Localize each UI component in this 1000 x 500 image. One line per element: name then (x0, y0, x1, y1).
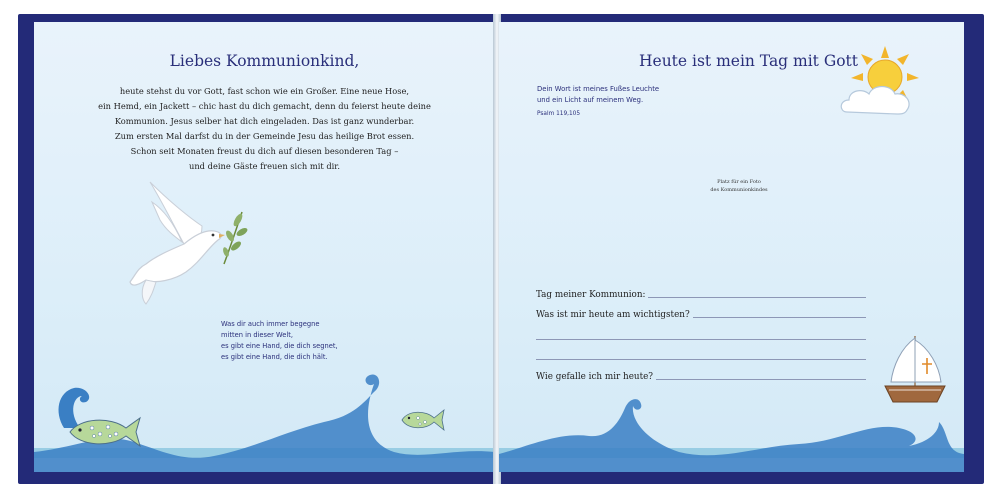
intro-line: ein Hemd, ein Jackett – chic hast du dich gemacht, denn du feierst heute deine (98, 101, 431, 111)
verse-line: Dein Wort ist meines Fußes Leuchte (537, 85, 660, 93)
fish-icon (398, 406, 448, 434)
intro-line: und deine Gäste freuen sich mit dir. (189, 161, 340, 171)
poem (221, 319, 338, 363)
intro-line: Zum ersten Mal darfst du in der Gemeinde Jesu das heilige Brot essen. (114, 131, 415, 141)
communion-date-line[interactable] (648, 296, 866, 298)
most-important-line[interactable] (693, 316, 866, 318)
photo-placeholder-line: des Kommunionkindes (710, 187, 768, 193)
bible-verse (537, 84, 659, 120)
olive-branch-icon (220, 208, 250, 268)
left-page-title: Liebes Kommunionkind, (169, 52, 360, 70)
verse-line: und ein Licht auf meinem Weg. (537, 96, 644, 104)
intro-line: Kommunion. Jesus selber hat dich eingeladen. Das ist ganz wunderbar. (114, 116, 415, 126)
intro-line: Schon seit Monaten freust du dich auf diesen besonderen Tag – (130, 146, 399, 156)
intro-text (34, 84, 495, 174)
poem-line: es gibt eine Hand, die dich segnet, (221, 342, 338, 350)
left-page (34, 22, 495, 472)
most-important-label: Was ist mir heute am wichtigsten? (536, 310, 690, 320)
answer-line[interactable] (536, 359, 866, 360)
right-page (499, 22, 964, 472)
poem-line: Was dir auch immer begegne (221, 320, 320, 328)
poem-line: mitten in dieser Welt, (221, 331, 293, 339)
self-image-label: Wie gefalle ich mir heute? (536, 372, 654, 382)
most-important-field[interactable] (536, 310, 866, 320)
photo-placeholder-line: Platz für ein Foto (717, 179, 761, 185)
wave-icon (499, 362, 964, 472)
fish-icon (64, 412, 144, 452)
intro-line: heute stehst du vor Gott, fast schon wie ein Großer. Eine neue Hose, (119, 86, 410, 96)
photo-placeholder[interactable] (689, 178, 789, 194)
poem-line: es gibt eine Hand, die dich hält. (221, 353, 328, 361)
verse-reference: Psalm 119,105 (537, 111, 581, 117)
answer-line[interactable] (536, 339, 866, 340)
right-page-title: Heute ist mein Tag mit Gott (639, 52, 859, 70)
cloud-icon (839, 82, 915, 116)
communion-date-field[interactable] (536, 290, 866, 300)
communion-date-label: Tag meiner Kommunion: (536, 290, 646, 300)
